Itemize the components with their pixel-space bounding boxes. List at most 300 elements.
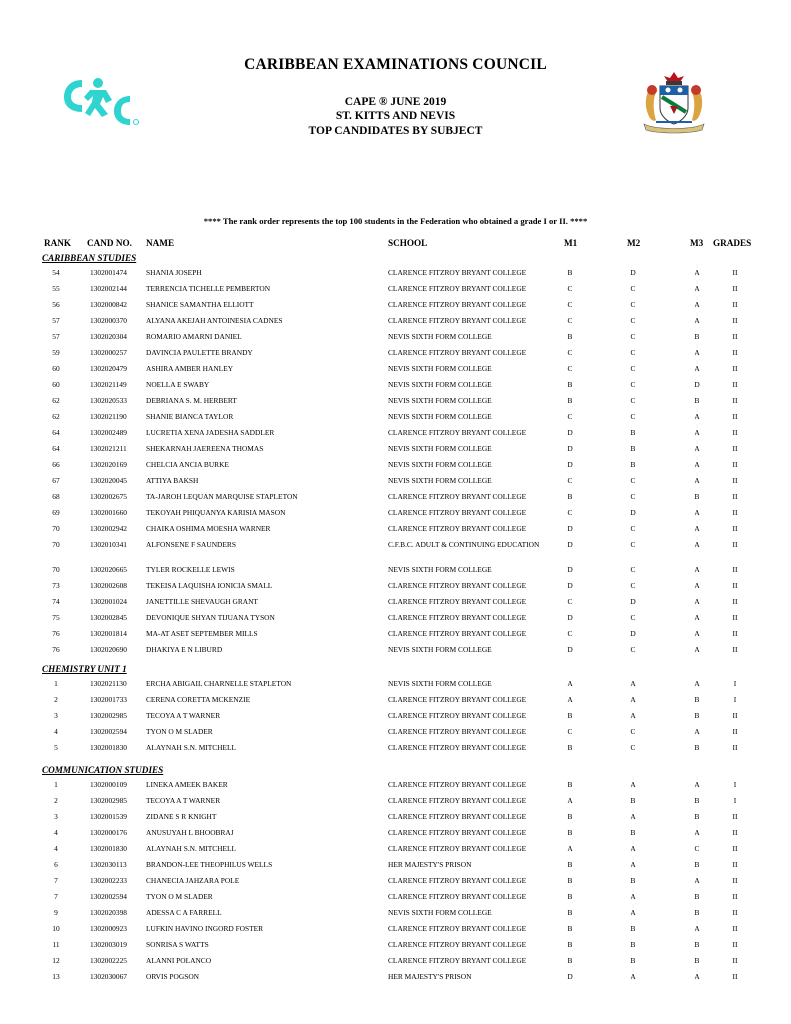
cell-m1: B bbox=[567, 743, 573, 752]
col-m3: M3 bbox=[690, 238, 704, 248]
cell-name: ASHIRA AMBER HANLEY bbox=[146, 364, 234, 373]
cell-school: CLARENCE FITZROY BRYANT COLLEGE bbox=[388, 300, 527, 309]
cell-cand-no: 1302002594 bbox=[90, 892, 127, 901]
cell-m2: C bbox=[630, 396, 636, 405]
cell-m1: D bbox=[567, 540, 573, 549]
cell-name: ANUSUYAH L BHOOBRAJ bbox=[146, 828, 234, 837]
cell-m2: B bbox=[630, 460, 636, 469]
cell-cand-no: 1302002985 bbox=[90, 796, 127, 805]
cell-name: CHELCIA ANCIA BURKE bbox=[146, 460, 229, 469]
cell-rank: 1 bbox=[54, 679, 58, 688]
cell-grade: II bbox=[732, 727, 738, 736]
cell-m3: C bbox=[694, 844, 700, 853]
cell-cand-no: 1302000176 bbox=[90, 828, 127, 837]
cell-school: CLARENCE FITZROY BRYANT COLLEGE bbox=[388, 828, 527, 837]
cell-grade: II bbox=[732, 613, 738, 622]
cell-m1: B bbox=[567, 956, 573, 965]
report-subtitle: TOP CANDIDATES BY SUBJECT bbox=[308, 125, 483, 137]
cell-m2: C bbox=[630, 524, 636, 533]
cell-rank: 62 bbox=[52, 396, 60, 405]
cell-grade: II bbox=[732, 524, 738, 533]
table-row bbox=[0, 892, 791, 906]
cell-m2: C bbox=[630, 645, 636, 654]
cell-m1: C bbox=[567, 597, 573, 606]
cell-rank: 68 bbox=[52, 492, 60, 501]
section-heading: CARIBBEAN STUDIES bbox=[42, 253, 137, 263]
table-row bbox=[0, 679, 791, 693]
cell-m3: A bbox=[694, 972, 700, 981]
cell-m3: B bbox=[694, 711, 700, 720]
table-row bbox=[0, 364, 791, 378]
cell-m3: B bbox=[694, 892, 700, 901]
table-row bbox=[0, 581, 791, 595]
cell-rank: 4 bbox=[54, 828, 58, 837]
cell-rank: 57 bbox=[52, 316, 60, 325]
rank-order-note: **** The rank order represents the top 100 students in the Federation who obtained a grade I or II. **** bbox=[203, 216, 588, 226]
cell-cand-no: 1302000257 bbox=[90, 348, 127, 357]
cell-grade: II bbox=[732, 908, 738, 917]
cell-school: C.F.B.C. ADULT & CONTINUING EDUCATION bbox=[388, 540, 540, 549]
cell-m2: D bbox=[630, 597, 636, 606]
cell-rank: 66 bbox=[52, 460, 60, 469]
cell-m1: D bbox=[567, 444, 573, 453]
cell-m1: C bbox=[567, 300, 573, 309]
cell-rank: 9 bbox=[54, 908, 58, 917]
cell-m2: A bbox=[630, 908, 636, 917]
cell-name: ERCHA ABIGAIL CHARNELLE STAPLETON bbox=[146, 679, 292, 688]
cell-rank: 74 bbox=[52, 597, 60, 606]
cell-rank: 56 bbox=[52, 300, 60, 309]
cell-rank: 2 bbox=[54, 695, 58, 704]
cell-name: TERRENCIA TICHELLE PEMBERTON bbox=[146, 284, 271, 293]
cell-grade: I bbox=[733, 780, 737, 789]
cell-name: ALFONSENE F SAUNDERS bbox=[146, 540, 236, 549]
cell-rank: 2 bbox=[54, 796, 58, 805]
cell-school: NEVIS SIXTH FORM COLLEGE bbox=[388, 380, 492, 389]
cell-m2: C bbox=[630, 492, 636, 501]
cell-m2: A bbox=[630, 812, 636, 821]
cell-grade: II bbox=[732, 412, 738, 421]
cell-m2: C bbox=[630, 380, 636, 389]
exam-session: CAPE ® JUNE 2019 bbox=[344, 96, 447, 108]
cell-m1: C bbox=[567, 284, 573, 293]
cell-rank: 13 bbox=[52, 972, 60, 981]
cell-rank: 64 bbox=[52, 444, 60, 453]
cell-rank: 64 bbox=[52, 428, 60, 437]
cell-name: LUCRETIA XENA JADESHA SADDLER bbox=[146, 428, 275, 437]
cell-cand-no: 1302000370 bbox=[90, 316, 127, 325]
cell-m2: C bbox=[630, 300, 636, 309]
table-row bbox=[0, 428, 791, 442]
cell-cand-no: 1302021190 bbox=[90, 412, 127, 421]
cell-school: CLARENCE FITZROY BRYANT COLLEGE bbox=[388, 316, 527, 325]
cell-school: CLARENCE FITZROY BRYANT COLLEGE bbox=[388, 629, 527, 638]
cell-rank: 60 bbox=[52, 380, 60, 389]
cell-m2: C bbox=[630, 364, 636, 373]
cell-name: BRANDON-LEE THEOPHILUS WELLS bbox=[146, 860, 273, 869]
cell-m3: A bbox=[694, 460, 700, 469]
cell-m3: B bbox=[694, 695, 700, 704]
cell-school: NEVIS SIXTH FORM COLLEGE bbox=[388, 476, 492, 485]
cell-m2: B bbox=[630, 796, 636, 805]
cell-m1: D bbox=[567, 613, 573, 622]
table-row bbox=[0, 876, 791, 890]
cell-rank: 5 bbox=[54, 743, 58, 752]
cell-grade: II bbox=[732, 284, 738, 293]
table-row bbox=[0, 940, 791, 954]
cell-m1: A bbox=[567, 844, 573, 853]
cell-cand-no: 1302001539 bbox=[90, 812, 127, 821]
cell-cand-no: 1302021130 bbox=[90, 679, 127, 688]
cell-grade: II bbox=[732, 597, 738, 606]
cell-m2: C bbox=[630, 565, 636, 574]
cell-school: NEVIS SIXTH FORM COLLEGE bbox=[388, 565, 492, 574]
cell-grade: II bbox=[732, 300, 738, 309]
cell-cand-no: 1302000109 bbox=[90, 780, 127, 789]
cell-m2: C bbox=[630, 727, 636, 736]
cell-cand-no: 1302000923 bbox=[90, 924, 127, 933]
cell-m3: B bbox=[694, 812, 700, 821]
cell-cand-no: 1302001830 bbox=[90, 743, 127, 752]
cell-m2: B bbox=[630, 924, 636, 933]
cell-cand-no: 1302002594 bbox=[90, 727, 127, 736]
cell-school: NEVIS SIXTH FORM COLLEGE bbox=[388, 412, 492, 421]
cell-grade: II bbox=[732, 492, 738, 501]
cell-cand-no: 1302020169 bbox=[90, 460, 127, 469]
cell-name: DAVINCIA PAULETTE BRANDY bbox=[146, 348, 253, 357]
cell-m3: A bbox=[694, 629, 700, 638]
cell-name: SHANIA JOSEPH bbox=[146, 268, 202, 277]
cell-m3: A bbox=[694, 828, 700, 837]
cell-m1: C bbox=[567, 508, 573, 517]
cell-name: SHANICE SAMANTHA ELLIOTT bbox=[146, 300, 254, 309]
document-title: CARIBBEAN EXAMINATIONS COUNCIL bbox=[244, 56, 547, 73]
cell-school: CLARENCE FITZROY BRYANT COLLEGE bbox=[388, 492, 527, 501]
table-row bbox=[0, 300, 791, 314]
col-grades: GRADES bbox=[713, 238, 752, 248]
cell-grade: II bbox=[732, 629, 738, 638]
cell-m3: A bbox=[694, 679, 700, 688]
cell-grade: II bbox=[732, 924, 738, 933]
cell-cand-no: 1302002225 bbox=[90, 956, 127, 965]
cell-m1: B bbox=[567, 940, 573, 949]
table-row bbox=[0, 492, 791, 506]
cell-name: CHANECIA JAHZARA POLE bbox=[146, 876, 240, 885]
table-row bbox=[0, 844, 791, 858]
table-row bbox=[0, 695, 791, 709]
cell-m2: A bbox=[630, 780, 636, 789]
cell-cand-no: 1302001830 bbox=[90, 844, 127, 853]
cell-m1: B bbox=[567, 396, 573, 405]
col-cand-no: CAND NO. bbox=[87, 238, 132, 248]
cell-rank: 6 bbox=[54, 860, 58, 869]
cell-m3: A bbox=[694, 540, 700, 549]
cell-rank: 69 bbox=[52, 508, 60, 517]
cell-cand-no: 1302001024 bbox=[90, 597, 127, 606]
cell-school: CLARENCE FITZROY BRYANT COLLEGE bbox=[388, 268, 527, 277]
table-row bbox=[0, 860, 791, 874]
table-row bbox=[0, 380, 791, 394]
cell-m2: C bbox=[630, 540, 636, 549]
cell-cand-no: 1302001660 bbox=[90, 508, 127, 517]
cell-m3: A bbox=[694, 364, 700, 373]
table-row bbox=[0, 629, 791, 643]
cell-m1: D bbox=[567, 460, 573, 469]
cell-school: NEVIS SIXTH FORM COLLEGE bbox=[388, 679, 492, 688]
cell-m3: A bbox=[694, 428, 700, 437]
cell-m1: A bbox=[567, 679, 573, 688]
table-row bbox=[0, 412, 791, 426]
cell-rank: 1 bbox=[54, 780, 58, 789]
cell-cand-no: 1302002845 bbox=[90, 613, 127, 622]
cell-cand-no: 1302020304 bbox=[90, 332, 127, 341]
table-row bbox=[0, 524, 791, 538]
cell-m3: A bbox=[694, 924, 700, 933]
cell-school: NEVIS SIXTH FORM COLLEGE bbox=[388, 444, 492, 453]
table-row bbox=[0, 727, 791, 741]
cell-school: CLARENCE FITZROY BRYANT COLLEGE bbox=[388, 711, 527, 720]
cell-m3: A bbox=[694, 645, 700, 654]
cell-name: LUFKIN HAVINO INGORD FOSTER bbox=[146, 924, 264, 933]
cell-m1: B bbox=[567, 492, 573, 501]
cell-name: TYON O M SLADER bbox=[146, 892, 213, 901]
cell-name: SHEKARNAH JAEREENA THOMAS bbox=[146, 444, 264, 453]
cell-school: NEVIS SIXTH FORM COLLEGE bbox=[388, 396, 492, 405]
cell-m3: A bbox=[694, 508, 700, 517]
cell-m1: A bbox=[567, 695, 573, 704]
cell-grade: II bbox=[732, 940, 738, 949]
cell-school: CLARENCE FITZROY BRYANT COLLEGE bbox=[388, 348, 527, 357]
table-row bbox=[0, 508, 791, 522]
cell-rank: 73 bbox=[52, 581, 60, 590]
cell-m3: A bbox=[694, 300, 700, 309]
cell-cand-no: 1302001733 bbox=[90, 695, 127, 704]
table-row bbox=[0, 645, 791, 659]
col-name: NAME bbox=[146, 238, 175, 248]
cell-school: CLARENCE FITZROY BRYANT COLLEGE bbox=[388, 876, 527, 885]
cell-school: CLARENCE FITZROY BRYANT COLLEGE bbox=[388, 508, 527, 517]
cell-m1: C bbox=[567, 412, 573, 421]
cell-m2: B bbox=[630, 828, 636, 837]
cell-rank: 4 bbox=[54, 727, 58, 736]
cell-name: DEBRIANA S. M. HERBERT bbox=[146, 396, 237, 405]
cell-school: CLARENCE FITZROY BRYANT COLLEGE bbox=[388, 284, 527, 293]
cell-m3: B bbox=[694, 956, 700, 965]
cell-cand-no: 1302030067 bbox=[90, 972, 127, 981]
cell-name: ADESSA C A FARRELL bbox=[146, 908, 222, 917]
cell-m3: B bbox=[694, 860, 700, 869]
cell-name: ALAYNAH S.N. MITCHELL bbox=[146, 743, 237, 752]
cell-m1: B bbox=[567, 860, 573, 869]
cell-m3: A bbox=[694, 444, 700, 453]
col-m1: M1 bbox=[564, 238, 578, 248]
territory: ST. KITTS AND NEVIS bbox=[335, 110, 456, 122]
cell-m3: D bbox=[694, 380, 700, 389]
cell-rank: 76 bbox=[52, 645, 60, 654]
cell-cand-no: 1302030113 bbox=[90, 860, 127, 869]
cell-m1: B bbox=[567, 380, 573, 389]
cell-grade: I bbox=[733, 679, 737, 688]
cell-rank: 60 bbox=[52, 364, 60, 373]
cell-grade: II bbox=[732, 364, 738, 373]
cell-m1: B bbox=[567, 892, 573, 901]
cell-school: CLARENCE FITZROY BRYANT COLLEGE bbox=[388, 597, 527, 606]
cell-rank: 59 bbox=[52, 348, 60, 357]
cell-cand-no: 1302002144 bbox=[90, 284, 127, 293]
cell-m1: A bbox=[567, 796, 573, 805]
cell-cand-no: 1302020665 bbox=[90, 565, 127, 574]
cell-rank: 67 bbox=[52, 476, 60, 485]
cell-school: NEVIS SIXTH FORM COLLEGE bbox=[388, 645, 492, 654]
cell-name: LINEKA AMEEK BAKER bbox=[146, 780, 228, 789]
col-m2: M2 bbox=[627, 238, 641, 248]
cell-grade: II bbox=[732, 828, 738, 837]
cell-rank: 4 bbox=[54, 844, 58, 853]
cell-grade: II bbox=[732, 348, 738, 357]
cell-m3: B bbox=[694, 940, 700, 949]
cell-m2: C bbox=[630, 743, 636, 752]
cell-school: CLARENCE FITZROY BRYANT COLLEGE bbox=[388, 524, 527, 533]
cell-m2: D bbox=[630, 268, 636, 277]
cell-rank: 3 bbox=[54, 812, 58, 821]
cell-m1: C bbox=[567, 476, 573, 485]
cell-m3: A bbox=[694, 284, 700, 293]
table-row bbox=[0, 284, 791, 298]
cell-cand-no: 1302020533 bbox=[90, 396, 127, 405]
col-rank: RANK bbox=[44, 238, 72, 248]
cell-rank: 10 bbox=[52, 924, 60, 933]
cell-cand-no: 1302000842 bbox=[90, 300, 127, 309]
cell-school: CLARENCE FITZROY BRYANT COLLEGE bbox=[388, 780, 527, 789]
cell-rank: 75 bbox=[52, 613, 60, 622]
cell-school: CLARENCE FITZROY BRYANT COLLEGE bbox=[388, 812, 527, 821]
cell-name: ALAYNAH S.N. MITCHELL bbox=[146, 844, 237, 853]
cell-school: CLARENCE FITZROY BRYANT COLLEGE bbox=[388, 613, 527, 622]
cell-grade: II bbox=[732, 428, 738, 437]
cell-m2: A bbox=[630, 695, 636, 704]
cell-grade: II bbox=[732, 460, 738, 469]
cell-m3: A bbox=[694, 876, 700, 885]
cell-cand-no: 1302020479 bbox=[90, 364, 127, 373]
cell-m1: C bbox=[567, 629, 573, 638]
cell-m3: B bbox=[694, 332, 700, 341]
cell-m1: C bbox=[567, 348, 573, 357]
table-row bbox=[0, 613, 791, 627]
cell-m3: B bbox=[694, 908, 700, 917]
cell-m3: A bbox=[694, 316, 700, 325]
cell-cand-no: 1302010341 bbox=[90, 540, 127, 549]
cell-cand-no: 1302020690 bbox=[90, 645, 127, 654]
cell-name: ATTIYA BAKSH bbox=[146, 476, 199, 485]
table-row bbox=[0, 828, 791, 842]
cell-m1: D bbox=[567, 581, 573, 590]
cell-school: NEVIS SIXTH FORM COLLEGE bbox=[388, 364, 492, 373]
cell-m3: A bbox=[694, 727, 700, 736]
cell-rank: 70 bbox=[52, 524, 60, 533]
cell-m1: D bbox=[567, 565, 573, 574]
cell-grade: II bbox=[732, 972, 738, 981]
table-row bbox=[0, 476, 791, 490]
cell-m1: D bbox=[567, 972, 573, 981]
cell-m2: B bbox=[630, 428, 636, 437]
cell-grade: II bbox=[732, 332, 738, 341]
cell-rank: 3 bbox=[54, 711, 58, 720]
cell-grade: II bbox=[732, 844, 738, 853]
table-row bbox=[0, 565, 791, 579]
cell-rank: 7 bbox=[54, 892, 58, 901]
cell-grade: II bbox=[732, 645, 738, 654]
cell-grade: II bbox=[732, 268, 738, 277]
cell-rank: 57 bbox=[52, 332, 60, 341]
cell-m2: C bbox=[630, 581, 636, 590]
cell-name: TEKOYAH PHIQUANYA KARISIA MASON bbox=[146, 508, 286, 517]
cell-name: MA-AT ASET SEPTEMBER MILLS bbox=[146, 629, 258, 638]
cell-school: NEVIS SIXTH FORM COLLEGE bbox=[388, 908, 492, 917]
cell-m3: A bbox=[694, 597, 700, 606]
cell-cand-no: 1302020398 bbox=[90, 908, 127, 917]
cell-grade: II bbox=[732, 743, 738, 752]
cell-school: HER MAJESTY'S PRISON bbox=[388, 860, 472, 869]
cell-m3: A bbox=[694, 581, 700, 590]
cell-m1: B bbox=[567, 828, 573, 837]
cell-m2: B bbox=[630, 956, 636, 965]
cell-m3: A bbox=[694, 780, 700, 789]
cell-name: TA-JAROH LEQUAN MARQUISE STAPLETON bbox=[146, 492, 298, 501]
cell-m3: A bbox=[694, 348, 700, 357]
cell-m1: B bbox=[567, 924, 573, 933]
cell-grade: I bbox=[733, 796, 737, 805]
cell-cand-no: 1302020045 bbox=[90, 476, 127, 485]
table-row bbox=[0, 812, 791, 826]
cell-m1: B bbox=[567, 812, 573, 821]
cell-m1: B bbox=[567, 711, 573, 720]
cell-grade: II bbox=[732, 956, 738, 965]
cell-school: CLARENCE FITZROY BRYANT COLLEGE bbox=[388, 428, 527, 437]
cell-name: TYON O M SLADER bbox=[146, 727, 213, 736]
cell-grade: I bbox=[733, 695, 737, 704]
cell-school: CLARENCE FITZROY BRYANT COLLEGE bbox=[388, 956, 527, 965]
cell-m2: C bbox=[630, 613, 636, 622]
table-row bbox=[0, 780, 791, 794]
cell-rank: 70 bbox=[52, 565, 60, 574]
cell-rank: 12 bbox=[52, 956, 60, 965]
cell-name: TYLER ROCKELLE LEWIS bbox=[146, 565, 235, 574]
cell-rank: 7 bbox=[54, 876, 58, 885]
cell-rank: 76 bbox=[52, 629, 60, 638]
table-row bbox=[0, 396, 791, 410]
cell-m2: D bbox=[630, 508, 636, 517]
cell-m3: A bbox=[694, 524, 700, 533]
cell-m2: C bbox=[630, 412, 636, 421]
cell-m3: B bbox=[694, 743, 700, 752]
cell-name: ROMARIO AMARNI DANIEL bbox=[146, 332, 242, 341]
cell-rank: 62 bbox=[52, 412, 60, 421]
cell-grade: II bbox=[732, 476, 738, 485]
cell-rank: 70 bbox=[52, 540, 60, 549]
section-heading: COMMUNICATION STUDIES bbox=[42, 765, 164, 775]
cell-name: NOELLA E SWABY bbox=[146, 380, 210, 389]
cell-m1: D bbox=[567, 428, 573, 437]
cell-name: ALANNI POLANCO bbox=[146, 956, 212, 965]
cell-rank: 11 bbox=[52, 940, 60, 949]
cell-m1: C bbox=[567, 364, 573, 373]
cell-cand-no: 1302001474 bbox=[90, 268, 127, 277]
table-row bbox=[0, 460, 791, 474]
cell-m1: B bbox=[567, 332, 573, 341]
cell-m2: C bbox=[630, 332, 636, 341]
cell-grade: II bbox=[732, 812, 738, 821]
cell-school: CLARENCE FITZROY BRYANT COLLEGE bbox=[388, 743, 527, 752]
